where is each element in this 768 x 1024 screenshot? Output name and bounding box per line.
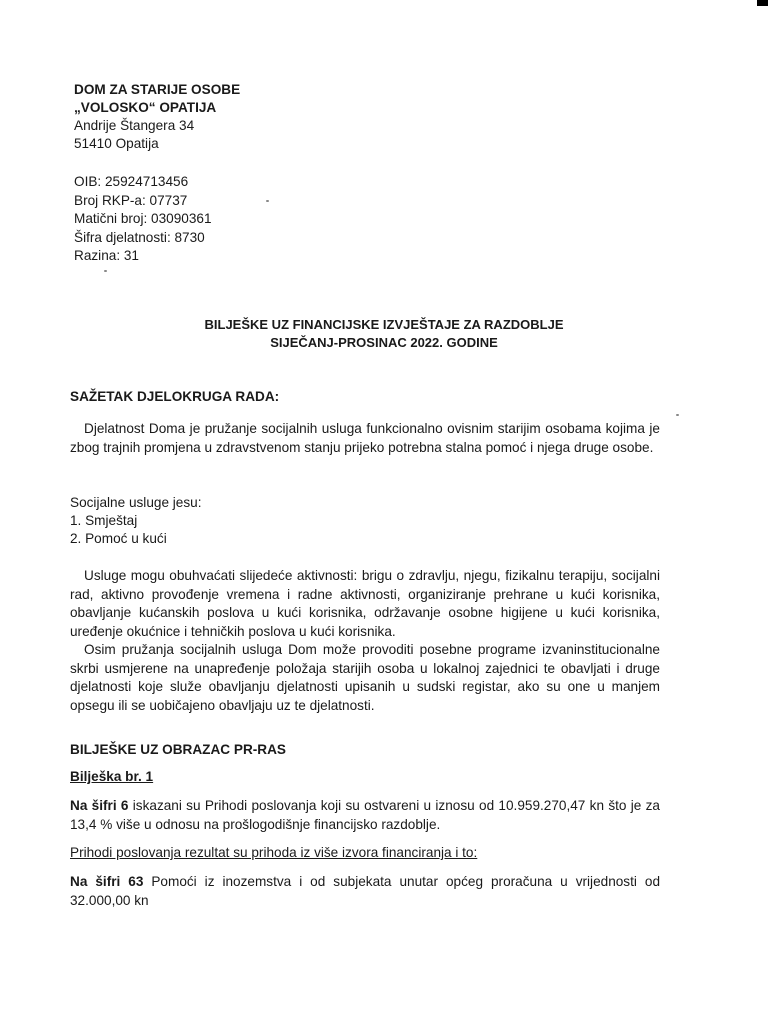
level: Razina: 31 — [74, 248, 139, 263]
street-address: Andrije Štangera 34 — [74, 118, 195, 133]
identifiers — [74, 173, 212, 266]
service-item: 2. Pomoć u kući — [70, 531, 167, 546]
activity-code: Šifra djelatnosti: 8730 — [74, 229, 205, 245]
code-63-text: Na šifri 63 Pomoći iz inozemstva i od subjekata unutar općeg proračuna u vrijednosti od 32.000,00 kn — [70, 874, 660, 908]
city-address: 51410 Opatija — [74, 136, 159, 151]
note-1-title: Bilješka br. 1 — [70, 769, 154, 784]
org-name-line2: „VOLOSKO“ OPATIJA — [74, 100, 217, 115]
scope-activities — [70, 567, 660, 715]
rkp-number: Broj RKP-a: 07737 — [74, 192, 188, 208]
service-item: 1. Smještaj — [70, 513, 138, 528]
services-list — [70, 494, 660, 548]
code-6-label: Na šifri 6 — [70, 798, 129, 813]
document-title-line2: SIJEČANJ-PROSINAC 2022. GODINE — [270, 335, 498, 350]
scan-speck — [676, 414, 679, 416]
oib: OIB: 25924713456 — [74, 174, 189, 189]
notes-heading: BILJEŠKE UZ OBRAZAC PR-RAS — [70, 742, 286, 757]
institution-header — [74, 81, 240, 153]
code-63-label: Na šifri 63 — [70, 874, 144, 889]
income-sources-line: Prihodi poslovanja rezultat su prihoda iz više izvora financiranja i to: — [70, 845, 478, 860]
scan-speck — [266, 200, 269, 202]
scope-paragraph-1: Djelatnost Doma je pružanje socijalnih usluga funkcionalno ovisnim starijim osobama kojima je zbog trajnih promjena u zdravstvenom stanju prijeko potrebna stalna pomoć i njega druge osobe. — [70, 421, 660, 455]
registration-number: Matični broj: 03090361 — [74, 211, 212, 226]
activities-paragraph: Usluge mogu obuhvaćati slijedeće aktivnosti: brigu o zdravlju, njegu, fizikalnu terapiju, socijalni rad, aktivno provođenje vremena i radne aktivnosti, organiziranje prehrane u kući korisnika, obavljanje kućanskih poslova u kući korisnika, održavanje osobne higijene u kući korisnika, uređenje okućnice i tehničkih poslova u kući korisnika. — [70, 568, 660, 639]
scope-heading: SAŽETAK DJELOKRUGA RADA: — [70, 389, 280, 404]
note-1-text: Na šifri 6 iskazani su Prihodi poslovanja koji su ostvareni u iznosu od 10.959.270,47 kn što je za 13,4 % više u odnosu na prošlogodišnje financijsko razdoblje. — [70, 798, 660, 832]
other-programs-paragraph: Osim pružanja socijalnih usluga Dom može provoditi posebne programe izvaninstitucionalne skrbi usmjerene na unapređenje položaja starijih osoba u lokalnoj zajednici te obavljati i druge djelatnosti koje služe obavljanju djelatnosti upisanih u sudski registar, ako su one u manjem opsegu ili se uobičajeno obavljaju uz te djelatnosti. — [70, 642, 660, 713]
services-intro: Socijalne usluge jesu: — [70, 495, 202, 510]
scan-speck — [104, 270, 107, 272]
org-name-line1: DOM ZA STARIJE OSOBE — [74, 82, 241, 97]
document-title-line1: BILJEŠKE UZ FINANCIJSKE IZVJEŠTAJE ZA RAZDOBLJE — [204, 317, 564, 332]
scan-mark — [757, 0, 768, 6]
